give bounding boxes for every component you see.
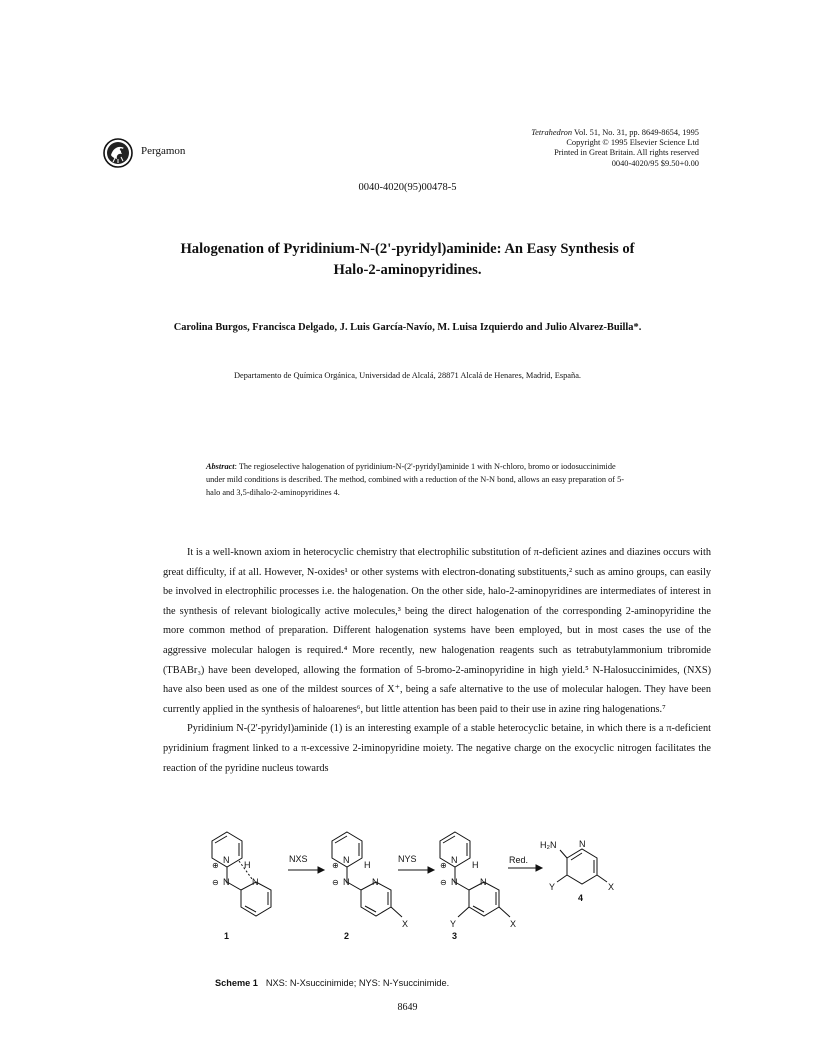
cmpd2-x: X [402, 919, 409, 929]
cmpd2-minus-charge: ⊖ [332, 878, 339, 887]
compound-3-structure [440, 832, 510, 917]
cmpd3-minus-charge: ⊖ [440, 878, 447, 887]
cmpd2-plus-charge: ⊕ [332, 861, 339, 870]
paragraph-2: Pyridinium N-(2'-pyridyl)aminide (1) is an interesting example of a stable heterocyclic betaine, in which there is a π-deficient pyridinium fragment linked to a π-excessive 2-iminopyridine moiety. The negative charge on the exocyclic nitrogen facilitates the reaction of the pyridine nucleus towards [163, 723, 711, 774]
cmpd3-x: X [510, 919, 517, 929]
scheme-caption-label: Scheme 1 [215, 978, 258, 988]
abstract [206, 461, 636, 499]
cmpd3-h: H [472, 860, 479, 870]
journal-citation [531, 128, 699, 138]
cmpd3-plus-charge: ⊕ [440, 861, 447, 870]
reagent-nys: NYS [398, 854, 417, 864]
scheme-1-diagram [190, 822, 650, 980]
cmpd1-label: 1 [224, 931, 230, 941]
pergamon-logo-icon [103, 138, 133, 168]
affiliation: Departamento de Química Orgánica, Universidad de Alcalá, 28871 Alcalá de Henares, Madrid, España. [233, 371, 582, 380]
cmpd3-n-amide: N [451, 877, 458, 887]
authors: Carolina Burgos, Francisca Delgado, J. Luis García-Navío, M. Luisa Izquierdo and Julio Alvarez-Builla*. [173, 322, 642, 333]
cmpd3-n-pyridyl: N [480, 877, 487, 887]
cmpd2-h: H [364, 860, 371, 870]
cmpd2-label: 2 [344, 931, 350, 941]
cmpd3-n-pyridinium: N [451, 855, 458, 865]
abstract-label: Abstract [206, 462, 235, 471]
paragraph-1: It is a well-known axiom in heterocyclic chemistry that electrophilic substitution of π-deficient azines and diazines occurs with great difficulty, if at all. However, N-oxides¹ or other systems with electron-donating substituents,² such as amino groups, can easily be involved in electrophilic processes i.e. the halogenation. On the other side, halo-2-aminopyridines are intermediates of interest in the synthesis of relevant biologically active molecules,³ being the direct halogenation of the corresponding 2-aminopyridine the more common method of preparation. Different halogenation systems have been employed, but in most cases the use of the aggressive molecular halogen is required.⁴ More recently, new halogenation reagents such as tetrabutylammonium tribromide (TBABr₃) have been developed, allowing the formation of 5-bromo-2-aminopyridine in high yield.⁵ N-Halosuccinimides, (NXS) have also been used as one of the mildest sources of X⁺, being a safe alternative to the use of molecular halogen. They have been currently applied in the synthesis of haloarenes⁶, but little attention has been paid to their use in azine ring halogenations.⁷ [163, 547, 711, 715]
price-line: 0040-4020/95 $9.50+0.00 [611, 158, 699, 168]
compound-4-structure [557, 849, 607, 884]
cmpd1-h: H [244, 860, 251, 870]
reagent-red: Red. [509, 855, 529, 865]
reagent-nxs: NXS [289, 854, 308, 864]
scheme-caption [215, 978, 449, 988]
compound-2-structure [332, 832, 402, 917]
title-line-1: Halogenation of Pyridinium-N-(2'-pyridyl)aminide: An Easy Synthesis of [180, 241, 635, 257]
scheme-caption-text: NXS: N-Xsuccinimide; NYS: N-Ysuccinimide. [265, 978, 450, 988]
page-number: 8649 [397, 1002, 418, 1013]
cmpd1-n-pyridyl: N [252, 877, 259, 887]
compound-1-structure [212, 832, 271, 916]
cmpd1-minus-charge: ⊖ [212, 878, 219, 887]
cmpd4-x: X [608, 882, 615, 892]
journal-info [531, 128, 699, 169]
cmpd1-plus-charge: ⊕ [212, 861, 219, 870]
article-doi: 0040-4020(95)00478-5 [358, 182, 457, 193]
cmpd1-n-amide: N [223, 877, 230, 887]
cmpd4-h2n: H₂N [540, 840, 557, 850]
body-text [163, 543, 711, 778]
cmpd3-y: Y [450, 919, 457, 929]
cmpd4-n: N [579, 839, 586, 849]
cmpd2-n-amide: N [343, 877, 350, 887]
copyright-line: Copyright © 1995 Elsevier Science Ltd [566, 138, 699, 148]
abstract-text: : The regioselective halogenation of pyridinium-N-(2'-pyridyl)aminide 1 with N-chloro, bromo or iodosuccinimide under mild conditions is described. The method, combined with a reduction of the N-N bond, allows an easy preparation of 5-halo and 3,5-dihalo-2-aminopyridines 4. [206, 462, 625, 497]
cmpd2-n-pyridyl: N [372, 877, 379, 887]
cmpd2-n-pyridinium: N [343, 855, 350, 865]
cmpd4-y: Y [549, 882, 556, 892]
journal-name: Tetrahedron [531, 128, 573, 137]
printed-line: Printed in Great Britain. All rights reserved [554, 148, 699, 158]
article-title [110, 239, 705, 281]
title-line-2: Halo-2-aminopyridines. [333, 262, 482, 278]
cmpd1-n-pyridinium: N [223, 855, 230, 865]
publisher-name: Pergamon [141, 145, 186, 157]
cmpd4-label: 4 [578, 893, 584, 903]
cmpd3-label: 3 [452, 931, 458, 941]
volume-info: Vol. 51, No. 31, pp. 8649-8654, 1995 [572, 128, 699, 137]
